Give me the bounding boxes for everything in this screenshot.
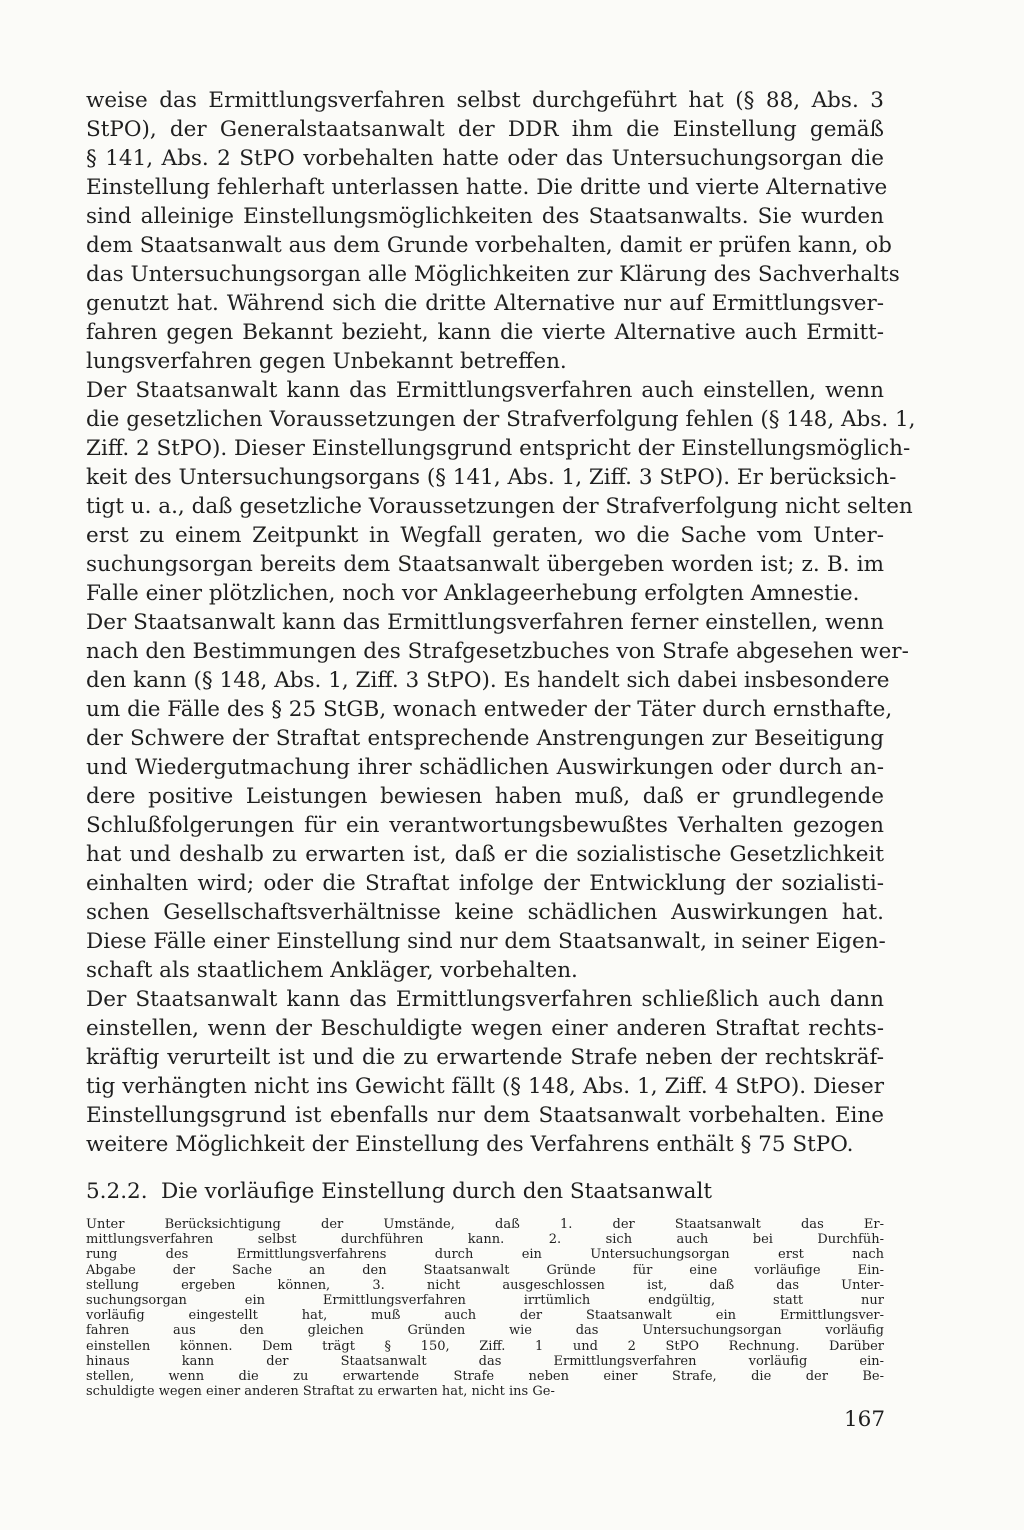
text-line: weise das Ermittlungsverfahren selbst durchgeführt hat (§ 88, Abs. 3: [86, 88, 884, 113]
text-line: Einstellung fehlerhaft unterlassen hatte. Die dritte und vierte Alternative: [86, 175, 888, 200]
text-line: dere positive Leistungen bewiesen haben muß, daß er grundlegende: [86, 784, 884, 809]
text-line: Der Staatsanwalt kann das Ermittlungsverfahren ferner einstellen, wenn: [86, 610, 884, 635]
text-line: kräftig verurteilt ist und die zu erwartende Strafe neben der rechtskräf-: [86, 1045, 884, 1070]
text-line: Schlußfolgerungen für ein verantwortungsbewußtes Verhalten gezogen: [86, 813, 884, 838]
text-line: dem Staatsanwalt aus dem Grunde vorbehalten, damit er prüfen kann, ob: [86, 233, 892, 258]
text-line: stellung ergeben können, 3. nicht ausgeschlossen ist, daß das Unter-: [86, 1277, 884, 1293]
text-line: nach den Bestimmungen des Strafgesetzbuches von Strafe abgesehen wer-: [86, 639, 909, 664]
text-line: Der Staatsanwalt kann das Ermittlungsverfahren auch einstellen, wenn: [86, 378, 884, 403]
text-line: Falle einer plötzlichen, noch vor Anklageerhebung erfolgten Amnestie.: [86, 581, 860, 606]
text-line: suchungsorgan ein Ermittlungsverfahren irrtümlich endgültig, statt nur: [86, 1293, 884, 1308]
text-line: hat und deshalb zu erwarten ist, daß er die sozialistische Gesetzlichkeit: [86, 842, 884, 867]
text-line: weitere Möglichkeit der Einstellung des Verfahrens enthält § 75 StPO.: [86, 1132, 854, 1157]
text-line: tigt u. a., daß gesetzliche Voraussetzungen der Strafverfolgung nicht selten: [86, 494, 913, 519]
page-number: 167: [844, 1407, 886, 1432]
text-line: das Untersuchungsorgan alle Möglichkeiten zur Klärung des Sachverhalts: [86, 262, 900, 287]
text-line: Abgabe der Sache an den Staatsanwalt Gründe für eine vorläufige Ein-: [86, 1262, 884, 1278]
section-number: 5.2.2.: [86, 1179, 148, 1204]
text-line: rung des Ermittlungsverfahrens durch ein Untersuchungsorgan erst nach: [86, 1247, 884, 1263]
text-line: Ziff. 2 StPO). Dieser Einstellungsgrund entspricht der Einstellungsmöglich-: [86, 436, 911, 461]
text-line: einhalten wird; oder die Straftat infolge der Entwicklung der sozialisti-: [86, 871, 884, 896]
text-line: erst zu einem Zeitpunkt in Wegfall geraten, wo die Sache vom Unter-: [86, 523, 884, 548]
text-line: keit des Untersuchungsorgans (§ 141, Abs. 1, Ziff. 3 StPO). Er berücksich-: [86, 465, 897, 490]
text-line: mittlungsverfahren selbst durchführen kann. 2. sich auch bei Durchfüh-: [86, 1232, 884, 1248]
text-line: tig verhängten nicht ins Gewicht fällt (§ 148, Abs. 1, Ziff. 4 StPO). Dieser: [86, 1074, 884, 1099]
text-line: Der Staatsanwalt kann das Ermittlungsverfahren schließlich auch dann: [86, 987, 884, 1012]
text-line: StPO), der Generalstaatsanwalt der DDR ihm die Einstellung gemäß: [86, 117, 884, 142]
text-line: lungsverfahren gegen Unbekannt betreffen.: [86, 349, 567, 374]
text-line: einstellen, wenn der Beschuldigte wegen einer anderen Straftat rechts-: [86, 1016, 884, 1041]
text-line: der Schwere der Straftat entsprechende Anstrengungen zur Beseitigung: [86, 726, 884, 751]
text-line: vorläufig eingestellt hat, muß auch der Staatsanwalt ein Ermittlungsver-: [86, 1308, 884, 1324]
text-line: hinaus kann der Staatsanwalt das Ermittlungsverfahren vorläufig ein-: [86, 1353, 884, 1369]
text-line: genutzt hat. Während sich die dritte Alternative nur auf Ermittlungsver-: [86, 291, 884, 316]
text-line: den kann (§ 148, Abs. 1, Ziff. 3 StPO). Es handelt sich dabei insbesondere: [86, 668, 890, 693]
text-line: um die Fälle des § 25 StGB, wonach entweder der Täter durch ernsthafte,: [86, 697, 893, 722]
section-heading: [86, 1177, 886, 1206]
text-line: § 141, Abs. 2 StPO vorbehalten hatte oder das Untersuchungsorgan die: [86, 146, 884, 171]
text-line: stellen, wenn die zu erwartende Strafe neben einer Strafe, die der Be-: [86, 1369, 884, 1384]
text-line: schuldigte wegen einer anderen Straftat zu erwarten hat, nicht ins Ge-: [86, 1384, 555, 1400]
text-line: einstellen können. Dem trägt § 150, Ziff. 1 und 2 StPO Rechnung. Darüber: [86, 1338, 884, 1354]
text-line: suchungsorgan bereits dem Staatsanwalt übergeben worden ist; z. B. im: [86, 552, 884, 577]
text-line: Einstellungsgrund ist ebenfalls nur dem Staatsanwalt vorbehalten. Eine: [86, 1103, 884, 1128]
text-line: Diese Fälle einer Einstellung sind nur dem Staatsanwalt, in seiner Eigen-: [86, 929, 886, 954]
text-line: schaft als staatlichem Ankläger, vorbehalten.: [86, 958, 578, 983]
text-line: Unter Berücksichtigung der Umstände, daß 1. der Staatsanwalt das Er-: [86, 1217, 884, 1232]
text-line: schen Gesellschaftsverhältnisse keine schädlichen Auswirkungen hat.: [86, 900, 884, 925]
text-line: fahren gegen Bekannt bezieht, kann die vierte Alternative auch Ermitt-: [86, 320, 884, 345]
text-line: sind alleinige Einstellungsmöglichkeiten des Staatsanwalts. Sie wurden: [86, 204, 884, 229]
text-line: und Wiedergutmachung ihrer schädlichen Auswirkungen oder durch an-: [86, 755, 884, 780]
text-line: fahren aus den gleichen Gründen wie das Untersuchungsorgan vorläufig: [86, 1323, 884, 1339]
text-line: die gesetzlichen Voraussetzungen der Strafverfolgung fehlen (§ 148, Abs. 1,: [86, 407, 916, 432]
section-title: Die vorläufige Einstellung durch den Staatsanwalt: [161, 1179, 712, 1204]
